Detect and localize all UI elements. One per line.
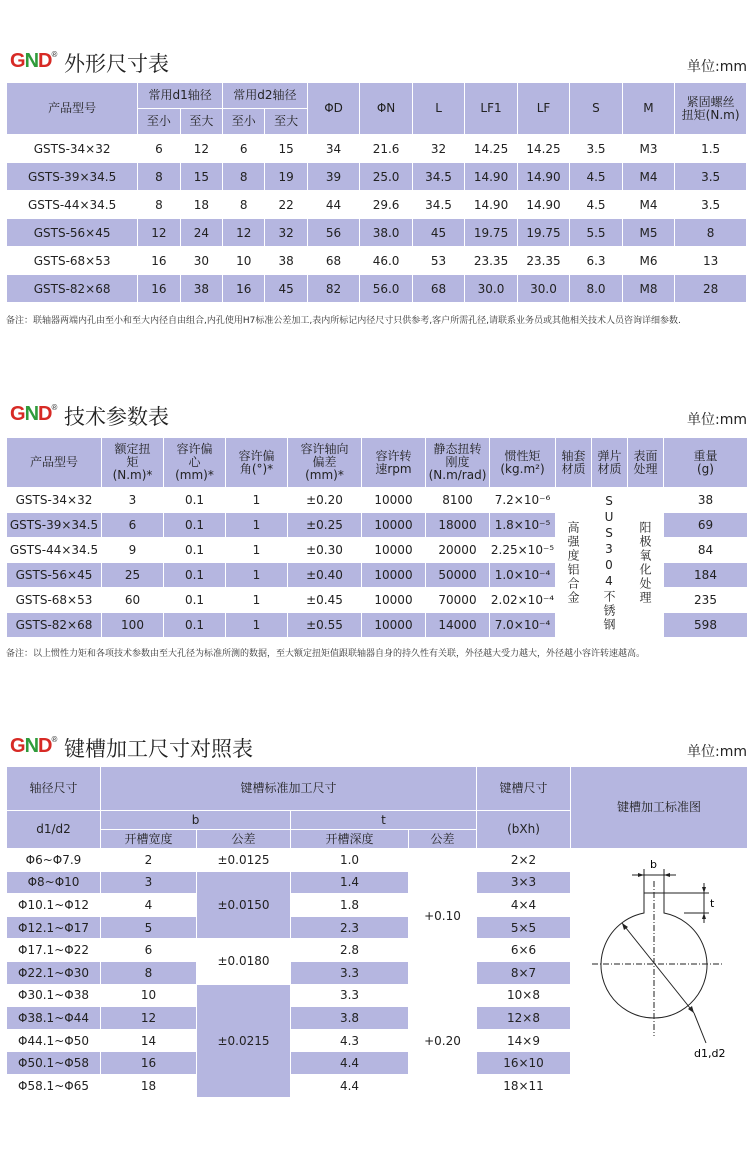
section-header (6, 733, 747, 763)
section-dimensions (6, 48, 747, 326)
header-model: 产品型号 (7, 83, 138, 135)
table-cell: 19 (265, 163, 307, 191)
cell-key: 6×6 (477, 939, 571, 962)
cell-speed: 10000 (362, 513, 426, 538)
header-key: 键槽尺寸 (477, 767, 571, 811)
cell-hub-material (556, 488, 592, 638)
cell-inertia: 7.2×10⁻⁶ (490, 488, 556, 513)
cell-ecc: 0.1 (164, 563, 226, 588)
table-cell: 1.5 (675, 135, 747, 163)
table-cell: 8 (138, 191, 180, 219)
unit-label: 单位:mm (687, 59, 747, 75)
table-cell: 68 (412, 275, 464, 303)
leader-line (694, 1013, 706, 1043)
table-cell: 25.0 (360, 163, 412, 191)
cell-model: GSTS-68×53 (7, 588, 102, 613)
cell-ecc: 0.1 (164, 488, 226, 513)
table-cell: 4.5 (570, 191, 622, 219)
cell-rated: 60 (102, 588, 164, 613)
table-cell: M8 (622, 275, 674, 303)
tech-params-table (6, 437, 748, 638)
cell-axial: ±0.45 (288, 588, 362, 613)
table-cell: 14.90 (465, 191, 517, 219)
cell-speed: 10000 (362, 488, 426, 513)
table-cell: 15 (180, 163, 222, 191)
cell-t: 1.8 (291, 894, 409, 917)
cell-rated: 6 (102, 513, 164, 538)
table-cell: 8 (223, 191, 265, 219)
header-d1-min: 至小 (138, 109, 180, 135)
cell-rated: 25 (102, 563, 164, 588)
table-cell: 38 (265, 247, 307, 275)
cell-b: 6 (101, 939, 197, 962)
cell-shaft: Φ10.1~Φ12 (7, 894, 101, 917)
table-cell: 13 (675, 247, 747, 275)
header-depth: 开槽深度 (291, 830, 409, 849)
cell-t: 1.4 (291, 871, 409, 894)
cell-axial: ±0.20 (288, 488, 362, 513)
table-cell: 34 (307, 135, 359, 163)
header-axial: 容许轴向偏差(mm)* (288, 438, 362, 488)
cell-stiff: 50000 (426, 563, 490, 588)
table-row (7, 135, 747, 163)
table-cell: 3.5 (675, 163, 747, 191)
table-cell: 23.35 (465, 247, 517, 275)
table-cell: 8 (138, 163, 180, 191)
header-lf: LF (517, 83, 569, 135)
keyway-diagram-cell (571, 849, 748, 1098)
header-s: S (570, 83, 622, 135)
label-t: t (710, 897, 715, 911)
cell-key: 3×3 (477, 871, 571, 894)
cell-shaft: Φ22.1~Φ30 (7, 961, 101, 984)
table-cell: 53 (412, 247, 464, 275)
cell-inertia: 7.0×10⁻⁴ (490, 613, 556, 638)
table-cell: 45 (412, 219, 464, 247)
cell-key: 4×4 (477, 894, 571, 917)
table-cell: 16 (223, 275, 265, 303)
section-keyway (6, 733, 747, 1098)
diameter-line (622, 923, 694, 1013)
header-eccentric: 容许偏心(mm)* (164, 438, 226, 488)
cell-ecc: 0.1 (164, 588, 226, 613)
table-cell: 30 (180, 247, 222, 275)
cell-speed: 10000 (362, 563, 426, 588)
cell-angle: 1 (226, 513, 288, 538)
table-cell: 12 (180, 135, 222, 163)
cell-b: 10 (101, 984, 197, 1007)
cell-t: 4.4 (291, 1074, 409, 1097)
cell-inertia: 1.8×10⁻⁵ (490, 513, 556, 538)
cell-b: 14 (101, 1029, 197, 1052)
dimensions-table (6, 82, 747, 303)
table-cell: 45 (265, 275, 307, 303)
cell-weight: 598 (664, 613, 748, 638)
cell-weight: 84 (664, 538, 748, 563)
cell-shaft: Φ38.1~Φ44 (7, 1007, 101, 1030)
cell-t: 2.8 (291, 939, 409, 962)
unit-label: 单位:mm (687, 412, 747, 428)
table-cell: 10 (223, 247, 265, 275)
table-cell: 56.0 (360, 275, 412, 303)
cell-t: 1.0 (291, 849, 409, 872)
header-speed: 容许转速rpm (362, 438, 426, 488)
table-cell: M4 (622, 163, 674, 191)
table-cell: 6 (138, 135, 180, 163)
header-d2-max: 至大 (265, 109, 307, 135)
header-angle: 容许偏角(°)* (226, 438, 288, 488)
cell-t-tol: +0.20 (409, 984, 477, 1097)
cell-t: 3.3 (291, 961, 409, 984)
cell-axial: ±0.40 (288, 563, 362, 588)
table-row (7, 488, 748, 513)
header-d1-max: 至大 (180, 109, 222, 135)
header-weight: 重量(g) (664, 438, 748, 488)
header-pd: ΦD (307, 83, 359, 135)
cell-model: GSTS-44×34.5 (7, 538, 102, 563)
table-row (7, 163, 747, 191)
cell-stiff: 8100 (426, 488, 490, 513)
table-cell: 14.90 (517, 191, 569, 219)
cell-key: 12×8 (477, 1007, 571, 1030)
table-cell: 18 (180, 191, 222, 219)
cell-shaft: Φ12.1~Φ17 (7, 916, 101, 939)
cell-model: GSTS-39×34.5 (7, 163, 138, 191)
cell-key: 16×10 (477, 1052, 571, 1075)
section-title: 键槽加工尺寸对照表 (64, 737, 253, 761)
brand-logo: GND® (10, 403, 57, 425)
cell-rated: 3 (102, 488, 164, 513)
cell-speed: 10000 (362, 613, 426, 638)
label-b: b (650, 858, 657, 872)
table-cell: 46.0 (360, 247, 412, 275)
brand-logo: GND® (10, 50, 57, 72)
cell-rated: 100 (102, 613, 164, 638)
cell-stiff: 20000 (426, 538, 490, 563)
cell-angle: 1 (226, 563, 288, 588)
cell-key: 14×9 (477, 1029, 571, 1052)
header-t: t (291, 811, 477, 830)
cell-model: GSTS-34×32 (7, 488, 102, 513)
section-tech-params (6, 401, 747, 659)
header-d1: 常用d1轴径 (138, 83, 223, 109)
header-tol2: 公差 (409, 830, 477, 849)
table-cell: 32 (412, 135, 464, 163)
cell-b-tol: ±0.0125 (197, 849, 291, 872)
header-pn: ΦN (360, 83, 412, 135)
cell-model: GSTS-82×68 (7, 275, 138, 303)
cell-weight: 184 (664, 563, 748, 588)
table-cell: 15 (265, 135, 307, 163)
brand-logo: GND® (10, 735, 57, 757)
cell-model: GSTS-56×45 (7, 219, 138, 247)
table-cell: 8 (675, 219, 747, 247)
table-cell: 4.5 (570, 163, 622, 191)
cell-surface-treatment-text: 阳极氧化处理 (638, 520, 652, 605)
table-cell: 14.25 (465, 135, 517, 163)
cell-b-tol: ±0.0215 (197, 984, 291, 1097)
header-surface: 表面处理 (628, 438, 664, 488)
section-header (6, 48, 747, 78)
header-shaft: 轴径尺寸 (7, 767, 101, 811)
table-cell: 12 (138, 219, 180, 247)
cell-t-tol: +0.10 (409, 849, 477, 985)
table-cell: 30.0 (465, 275, 517, 303)
cell-b: 5 (101, 916, 197, 939)
cell-ecc: 0.1 (164, 538, 226, 563)
cell-shaft: Φ8~Φ10 (7, 871, 101, 894)
cell-speed: 10000 (362, 538, 426, 563)
cell-axial: ±0.55 (288, 613, 362, 638)
table-row (7, 275, 747, 303)
cell-model: GSTS-68×53 (7, 247, 138, 275)
cell-inertia: 1.0×10⁻⁴ (490, 563, 556, 588)
header-shaft-sub: d1/d2 (7, 811, 101, 849)
table-cell: 34.5 (412, 163, 464, 191)
cell-t: 3.8 (291, 1007, 409, 1030)
header-model: 产品型号 (7, 438, 102, 488)
cell-shaft: Φ58.1~Φ65 (7, 1074, 101, 1097)
table-cell: 30.0 (517, 275, 569, 303)
tech-params-note: 备注：以上惯性力矩和各项技术参数由至大孔径为标准所测的数据，至大额定扭矩值跟联轴器自身的持久性有关联，外径越大受力越大，外径越小容许转速越高。 (6, 649, 646, 659)
cell-b: 12 (101, 1007, 197, 1030)
table-cell: 19.75 (465, 219, 517, 247)
cell-key: 10×8 (477, 984, 571, 1007)
cell-b: 3 (101, 871, 197, 894)
cell-shaft: Φ17.1~Φ22 (7, 939, 101, 962)
cell-b: 8 (101, 961, 197, 984)
table-cell: 34.5 (412, 191, 464, 219)
table-cell: 6 (223, 135, 265, 163)
cell-b: 18 (101, 1074, 197, 1097)
cell-t: 4.4 (291, 1052, 409, 1075)
cell-hub-material-text: 高强度铝合金 (566, 520, 580, 605)
cell-spring-material (592, 488, 628, 638)
cell-t: 2.3 (291, 916, 409, 939)
table-cell: 8 (223, 163, 265, 191)
section-title: 外形尺寸表 (64, 52, 169, 76)
cell-b-tol: ±0.0180 (197, 939, 291, 984)
header-diagram: 键槽加工标准图 (571, 767, 748, 849)
table-cell: 21.6 (360, 135, 412, 163)
table-cell: 38 (180, 275, 222, 303)
cell-inertia: 2.25×10⁻⁵ (490, 538, 556, 563)
table-cell: 5.5 (570, 219, 622, 247)
header-lf1: LF1 (465, 83, 517, 135)
cell-shaft: Φ30.1~Φ38 (7, 984, 101, 1007)
cell-angle: 1 (226, 613, 288, 638)
header-width: 开槽宽度 (101, 830, 197, 849)
cell-surface-treatment (628, 488, 664, 638)
header-l: L (412, 83, 464, 135)
cell-stiff: 14000 (426, 613, 490, 638)
header-d2-min: 至小 (223, 109, 265, 135)
cell-b: 2 (101, 849, 197, 872)
table-cell: 22 (265, 191, 307, 219)
cell-key: 8×7 (477, 961, 571, 984)
table-cell: 44 (307, 191, 359, 219)
header-stiffness: 静态扭转刚度(N.m/rad) (426, 438, 490, 488)
cell-angle: 1 (226, 488, 288, 513)
table-cell: 82 (307, 275, 359, 303)
cell-ecc: 0.1 (164, 613, 226, 638)
cell-key: 2×2 (477, 849, 571, 872)
header-inertia: 惯性矩(kg.m²) (490, 438, 556, 488)
table-cell: M4 (622, 191, 674, 219)
table-cell: 23.35 (517, 247, 569, 275)
keyway-diagram (574, 851, 744, 1091)
cell-weight: 69 (664, 513, 748, 538)
section-header (6, 401, 747, 431)
table-cell: 32 (265, 219, 307, 247)
cell-b: 16 (101, 1052, 197, 1075)
table-cell: 28 (675, 275, 747, 303)
cell-shaft: Φ50.1~Φ58 (7, 1052, 101, 1075)
header-std: 键槽标准加工尺寸 (101, 767, 477, 811)
table-cell: 16 (138, 247, 180, 275)
table-cell: M3 (622, 135, 674, 163)
table-cell: 68 (307, 247, 359, 275)
cell-axial: ±0.30 (288, 538, 362, 563)
table-cell: 24 (180, 219, 222, 247)
table-cell: 29.6 (360, 191, 412, 219)
table-cell: 16 (138, 275, 180, 303)
cell-angle: 1 (226, 538, 288, 563)
table-cell: 19.75 (517, 219, 569, 247)
header-spring-material: 弹片材质 (592, 438, 628, 488)
cell-key: 18×11 (477, 1074, 571, 1097)
cell-model: GSTS-82×68 (7, 613, 102, 638)
cell-model: GSTS-44×34.5 (7, 191, 138, 219)
table-cell: 39 (307, 163, 359, 191)
header-key-sub: (bXh) (477, 811, 571, 849)
header-torque: 紧固螺丝扭矩(N.m) (675, 83, 747, 135)
table-cell: 56 (307, 219, 359, 247)
cell-shaft: Φ44.1~Φ50 (7, 1029, 101, 1052)
table-cell: M6 (622, 247, 674, 275)
table-row (7, 247, 747, 275)
table-cell: 6.3 (570, 247, 622, 275)
table-cell: 38.0 (360, 219, 412, 247)
cell-model: GSTS-39×34.5 (7, 513, 102, 538)
cell-b: 4 (101, 894, 197, 917)
header-b: b (101, 811, 291, 830)
cell-b-tol: ±0.0150 (197, 871, 291, 939)
cell-axial: ±0.25 (288, 513, 362, 538)
table-row (7, 849, 748, 872)
cell-t: 3.3 (291, 984, 409, 1007)
cell-key: 5×5 (477, 916, 571, 939)
cell-stiff: 70000 (426, 588, 490, 613)
header-d2: 常用d2轴径 (223, 83, 308, 109)
table-cell: M5 (622, 219, 674, 247)
cell-rated: 9 (102, 538, 164, 563)
header-m: M (622, 83, 674, 135)
dimensions-note: 备注：联轴器两端内孔由至小和至大内径自由组合,内孔使用H7标准公差加工,表内所标记内径尺寸只供参考,客户所需孔径,请联系业务员或其他相关技术人员咨询详细参数. (6, 316, 681, 326)
table-row (7, 219, 747, 247)
cell-spring-material-text: SUS304不锈钢 (602, 493, 616, 632)
header-tol: 公差 (197, 830, 291, 849)
cell-ecc: 0.1 (164, 513, 226, 538)
table-cell: 14.90 (517, 163, 569, 191)
unit-label: 单位:mm (687, 744, 747, 760)
cell-model: GSTS-34×32 (7, 135, 138, 163)
cell-model: GSTS-56×45 (7, 563, 102, 588)
label-d: d1,d2 (694, 1047, 726, 1061)
keyway-table (6, 766, 748, 1098)
cell-weight: 38 (664, 488, 748, 513)
cell-weight: 235 (664, 588, 748, 613)
cell-stiff: 18000 (426, 513, 490, 538)
table-cell: 12 (223, 219, 265, 247)
table-cell: 14.25 (517, 135, 569, 163)
cell-inertia: 2.02×10⁻⁴ (490, 588, 556, 613)
cell-angle: 1 (226, 588, 288, 613)
header-rated-torque: 额定扭矩(N.m)* (102, 438, 164, 488)
table-cell: 3.5 (675, 191, 747, 219)
table-cell: 14.90 (465, 163, 517, 191)
cell-shaft: Φ6~Φ7.9 (7, 849, 101, 872)
table-cell: 8.0 (570, 275, 622, 303)
cell-speed: 10000 (362, 588, 426, 613)
cell-t: 4.3 (291, 1029, 409, 1052)
table-cell: 3.5 (570, 135, 622, 163)
table-row (7, 191, 747, 219)
header-hub-material: 轴套材质 (556, 438, 592, 488)
section-title: 技术参数表 (64, 405, 169, 429)
